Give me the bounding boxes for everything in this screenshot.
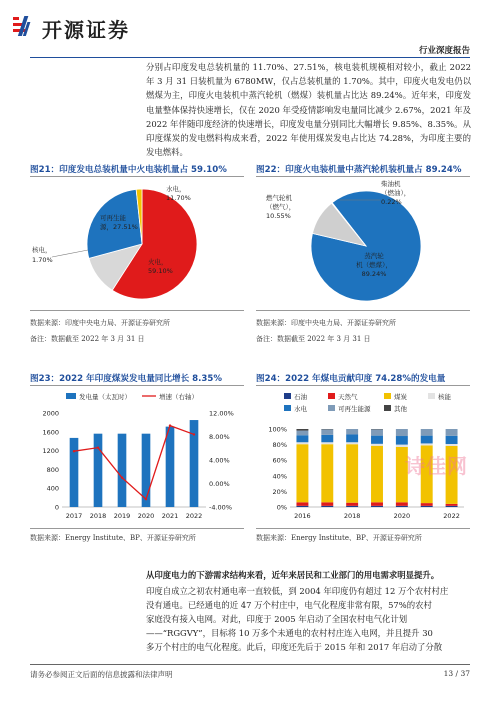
fig24-bar-2017-4	[321, 435, 333, 442]
footer-rule	[30, 664, 470, 665]
fig24-bar-2022-3	[446, 444, 458, 446]
header-rule	[30, 57, 470, 58]
fig24-bottom-rule	[256, 528, 470, 529]
fig24-rule	[256, 385, 470, 386]
fig24-bar-2016-2	[296, 444, 308, 502]
fig24-ytick-0: 0%	[276, 503, 287, 512]
fig24-bar-2017-2	[321, 444, 333, 502]
fig24-bar-2016-6	[296, 429, 308, 431]
fig24-bar-2017-0	[321, 506, 333, 507]
fig22-note: 备注：数据截至 2022 年 3 月 31 日	[256, 335, 371, 343]
fig23-bottom-rule	[30, 528, 244, 529]
fig23-xtick-4: 2021	[161, 512, 179, 520]
fig24-xtick-0: 2016	[294, 512, 311, 520]
fig22-label-steam-3: 89.24%	[361, 270, 387, 278]
fig23-xtick-3: 2020	[137, 512, 155, 520]
fig21-rule	[30, 176, 244, 177]
fig24-legend-swatch-1	[328, 393, 335, 399]
fig24-bar-2019-4	[371, 436, 383, 444]
fig24-bar-2021-1	[421, 503, 433, 506]
fig23-legend-bar-label: 发电量（太瓦时）	[79, 393, 131, 401]
fig24-bar-2016-0	[296, 506, 308, 507]
fig23-y2tick-2: 4.00%	[209, 456, 230, 465]
fig21-label-fire-2: 59.10%	[148, 267, 173, 275]
fig21-label-nuclear-2: 1.70%	[32, 256, 53, 264]
fig22-label-gas-2: （燃气），	[266, 203, 296, 211]
fig23-y2tick-3: 8.00%	[209, 433, 230, 441]
fig23-ytick-2: 800	[46, 465, 59, 474]
fig24-bar-2020-1	[396, 502, 408, 506]
fig24-legend-label-0: 石油	[294, 393, 307, 401]
fig24-legend-label-3: 核能	[438, 393, 451, 401]
fig21-nuclear-leader	[52, 250, 88, 257]
fig24-bar-2021-4	[421, 436, 433, 444]
fig24-legend-swatch-2	[384, 393, 391, 399]
fig21-bottom-rule	[30, 310, 244, 311]
fig24-legend-swatch-5	[328, 405, 335, 411]
fig23-xtick-2: 2019	[113, 512, 131, 520]
fig24-bar-2022-5	[446, 429, 458, 436]
section-heading: 从印度电力的下游需求结构来看，近年来居民和工业部门的用电需求明显提升。	[146, 570, 440, 580]
page-number: 13 / 37	[443, 669, 470, 678]
fig23-legend-line-label: 增速（右轴）	[159, 393, 198, 401]
fig24-title: 图24：2022 年煤电贡献印度 74.28%的发电量	[256, 374, 446, 384]
fig24-legend-label-4: 水电	[294, 405, 307, 413]
fig24-bar-2018-4	[346, 434, 358, 442]
fig22-label-steam-1: 蒸汽轮	[364, 252, 384, 260]
fig23-ytick-4: 1600	[42, 428, 59, 437]
fig23-title: 图23：2022 年印度煤炭发电量同比增长 8.35%	[30, 374, 222, 384]
fig24-bar-2016-1	[296, 502, 308, 506]
bottom-line-5: 多万个村庄的电气化程度。此后，印度还先后于 2015 年和 2017 年启动了分散	[146, 642, 443, 652]
fig23-rule	[30, 385, 244, 386]
fig24-bar-2016-4	[296, 435, 308, 442]
fig24-xtick-2: 2018	[343, 512, 361, 520]
fig24-bar-2018-0	[346, 506, 358, 507]
fig24-bar-2021-0	[421, 506, 433, 507]
brand-name: 开源证券	[42, 18, 130, 42]
fig24-bar-2022-0	[446, 506, 458, 507]
fig21-label-hydro-1: 水电，	[166, 185, 186, 193]
fig24-bar-2019-2	[371, 446, 383, 503]
fig23-y2tick-1: 0.00%	[209, 480, 230, 488]
fig22-pie-chart	[256, 178, 470, 308]
fig24-ytick-2: 40%	[272, 472, 287, 481]
fig24-legend-label-5: 可再生能源	[338, 405, 371, 413]
fig23-ytick-1: 400	[46, 484, 59, 493]
fig21-label-renew-1: 可再生能	[100, 214, 126, 222]
fig22-label-steam-2: 机（燃煤），	[356, 261, 392, 269]
fig24-bar-2020-5	[396, 429, 408, 436]
fig21-note: 备注：数据截至 2022 年 3 月 31 日	[30, 335, 145, 343]
report-type: 行业深度报告	[418, 46, 470, 56]
fig24-bar-2018-5	[346, 429, 358, 434]
fig24-bar-2019-3	[371, 444, 383, 446]
fig22-label-diesel-1: 柴油机	[381, 180, 401, 188]
fig24-bar-2017-3	[321, 442, 333, 444]
fig24-bar-2017-5	[321, 429, 333, 434]
top-paragraph: 分别占印度发电总装机量的 11.70%、27.51%，核电装机规模相对较小，截止 2022 年 3 月 31 日装机量为 6780MW，仅占总装机量的 1.70%。其中，印度火电发电仍以燃煤为主，印度火电装机中蒸汽轮机（燃煤）装机量占比达 89.24%。近年来，印度发电量整体保持快速增长，仅在 2020 年受疫情影响发电量同比减少 2.67%，2021 年及 2022 年伴随印度经济的快速增长，印度发电量分别同比大幅增长 9.85%、8.35%。从印度煤炭的发电燃料构成来看，2022 年使用煤炭发电占比达 74.28%，为印度主要的发电燃料。	[146, 62, 471, 158]
fig24-legend-label-6: 其他	[394, 405, 407, 413]
fig22-rule	[256, 176, 470, 177]
fig24-legend-label-1: 天然气	[338, 393, 358, 401]
fig22-label-gas-3: 10.55%	[266, 212, 291, 220]
fig23-legend-bar-swatch	[66, 393, 76, 399]
fig23-xtick-5: 2022	[185, 512, 203, 520]
fig21-label-nuclear-1: 核电，	[32, 246, 52, 254]
fig23-y2tick-0: -4.00%	[209, 503, 232, 512]
fig23-growth-point-1	[97, 446, 99, 448]
fig22-label-diesel-2: （燃油），	[381, 189, 411, 197]
fig23-ytick-3: 1200	[42, 447, 59, 456]
fig24-legend-swatch-0	[284, 393, 291, 399]
fig24-ytick-4: 80%	[272, 441, 287, 450]
fig23-y2tick-4: 12.00%	[209, 409, 234, 418]
fig22-source: 数据来源：印度中央电力局、开源证券研究所	[256, 319, 396, 327]
fig24-ytick-1: 20%	[272, 487, 287, 496]
fig24-legend-swatch-3	[428, 393, 435, 399]
bottom-line-2: 没有通电。已经通电的近 47 万个村庄中，电气化程度非常有限，57%的农村	[146, 600, 432, 610]
fig24-bar-2022-1	[446, 504, 458, 506]
brand-logo	[11, 14, 35, 38]
fig21-label-hydro-2: 11.70%	[166, 194, 191, 202]
fig23-bar-2019	[118, 434, 127, 507]
fig24-bar-2018-3	[346, 442, 358, 444]
fig24-legend-swatch-4	[284, 405, 291, 411]
fig21-label-fire-1: 火电，	[148, 258, 168, 266]
fig23-bar-line-chart	[30, 387, 244, 527]
fig24-bar-2016-5	[296, 431, 308, 436]
fig23-xtick-0: 2017	[65, 512, 83, 520]
fig23-ytick-5: 2000	[42, 409, 59, 418]
fig24-legend-swatch-6	[384, 405, 391, 411]
fig21-label-renew-2: 源，27.51%	[100, 223, 138, 231]
fig23-bar-2021	[166, 427, 175, 507]
footer-disclaimer: 请务必参阅正文后面的信息披露和法律声明	[30, 670, 173, 679]
fig22-bottom-rule	[256, 310, 470, 311]
fig22-title: 图22：印度火电装机量中蒸汽轮机装机量占 89.24%	[256, 165, 462, 175]
fig22-label-diesel-3: 0.22%	[381, 198, 402, 206]
fig22-label-gas-1: 燃气轮机	[266, 194, 292, 202]
fig23-growth-line	[74, 426, 194, 500]
fig23-growth-point-0	[73, 450, 75, 452]
fig23-bar-2017	[70, 438, 79, 507]
fig24-bar-2019-0	[371, 506, 383, 507]
bottom-line-4: ——“RGGVY”，目标将 10 万多个未通电的农村村庄连入电网，并且提升 30	[146, 628, 433, 638]
fig24-bar-2022-4	[446, 436, 458, 444]
fig24-bar-2020-4	[396, 436, 408, 445]
fig24-ytick-5: 100%	[268, 425, 287, 434]
fig24-bar-2021-3	[421, 443, 433, 445]
fig24-ytick-3: 60%	[272, 456, 287, 465]
fig24-bar-2018-1	[346, 503, 358, 506]
fig24-xtick-4: 2020	[393, 512, 411, 520]
fig21-source: 数据来源：印度中央电力局、开源证券研究所	[30, 319, 170, 327]
fig24-bar-2019-5	[371, 429, 383, 435]
fig24-bar-2021-5	[421, 429, 433, 436]
fig23-ytick-0: 0	[54, 503, 59, 512]
fig24-bar-2020-0	[396, 506, 408, 507]
fig24-xtick-6: 2022	[443, 512, 460, 520]
fig24-bar-2016-3	[296, 442, 308, 444]
fig23-growth-point-5	[193, 433, 195, 435]
bottom-line-3: 家庭没有接入电网。对此，印度于 2005 年启动了全国农村电气化计划	[146, 614, 408, 624]
fig23-growth-point-2	[121, 476, 123, 478]
fig24-bar-2020-3	[396, 445, 408, 447]
fig24-bar-2019-1	[371, 502, 383, 506]
fig23-growth-point-3	[145, 498, 147, 500]
fig24-legend-label-2: 煤炭	[394, 393, 407, 401]
fig24-bar-2018-2	[346, 444, 358, 503]
fig24-source: 数据来源：Energy Institute、BP、开源证券研究所	[256, 534, 422, 542]
bottom-line-1: 印度自成立之初农村通电率一直较低，到 2004 年印度仍有超过 12 万个农村村庄	[146, 586, 449, 596]
fig24-bar-2017-1	[321, 502, 333, 506]
watermark: 诗佳网	[405, 454, 468, 478]
fig23-growth-point-4	[169, 424, 171, 426]
fig23-bar-2018	[94, 434, 103, 507]
fig21-pie-chart	[30, 178, 244, 308]
fig23-source: 数据来源：Energy Institute、BP、开源证券研究所	[30, 534, 196, 542]
fig23-xtick-1: 2018	[89, 512, 107, 520]
fig21-title: 图21：印度发电总装机量中火电装机量占 59.10%	[30, 165, 227, 175]
